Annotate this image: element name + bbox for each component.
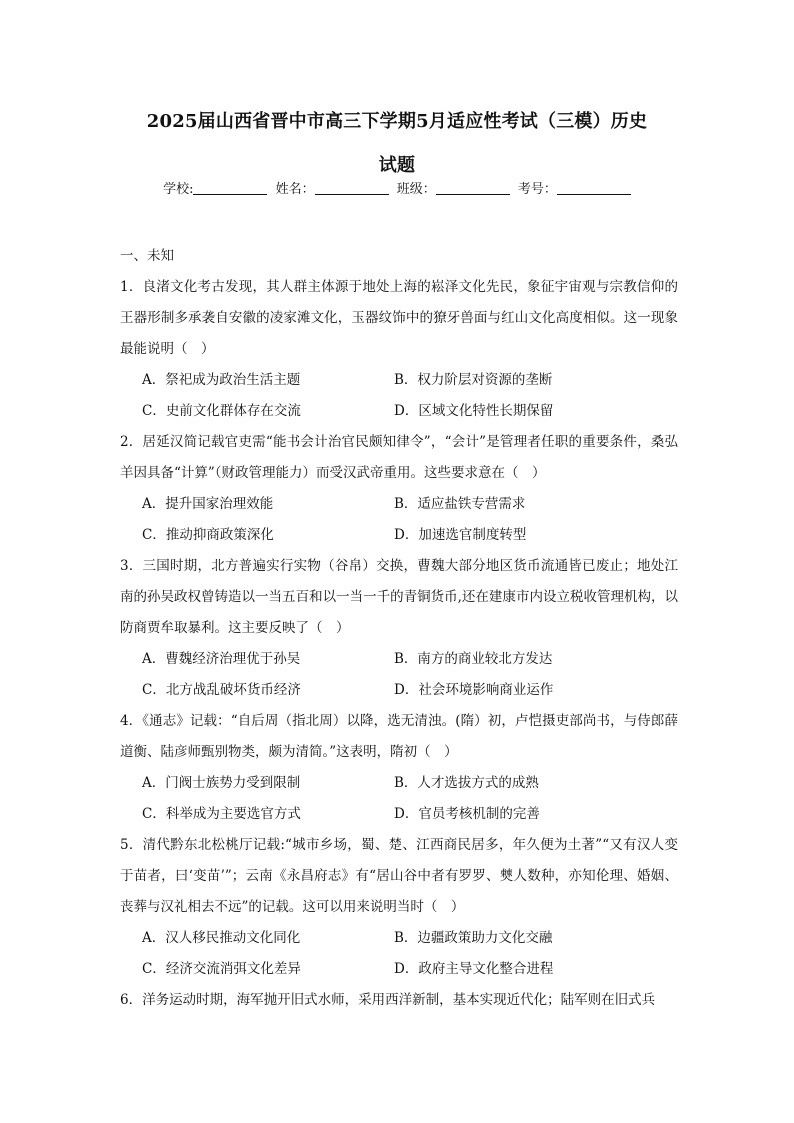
option-d[interactable]: D．政府主导文化整合进程: [394, 961, 554, 977]
question-6: [120, 985, 678, 1016]
question-2: [120, 427, 678, 551]
option-c[interactable]: C．经济交流消弭文化差异: [142, 961, 301, 977]
option-b[interactable]: B．适应盐铁专营需求: [394, 496, 526, 512]
option-a[interactable]: A．提升国家治理效能: [142, 496, 274, 512]
question-stem: 3．三国时期，北方普遍实行实物（谷帛）交换，曹魏大部分地区货币流通皆已废止；地处江南的孙吴政权曾铸造以一当五百和以一当一千的青铜货币,还在建康市内设立税收管理机构，以防商贾牟取暴利。这主要反映了（ ）: [120, 558, 678, 636]
school-field: [163, 180, 267, 200]
name-field: [276, 180, 389, 200]
exam-content: [120, 241, 678, 1016]
option-d[interactable]: D．区域文化特性长期保留: [394, 403, 554, 419]
option-c[interactable]: C．史前文化群体存在交流: [142, 403, 301, 419]
option-b[interactable]: B．权力阶层对资源的垄断: [394, 372, 553, 388]
page-title: [0, 100, 794, 188]
option-a[interactable]: A．祭祀成为政治生活主题: [142, 372, 301, 388]
option-c[interactable]: C．科举成为主要选官方式: [142, 806, 301, 822]
option-list: [120, 923, 678, 985]
option-b[interactable]: B．边疆政策助力文化交融: [394, 930, 553, 946]
option-a[interactable]: A．门阀士族势力受到限制: [142, 775, 301, 791]
name-label: 姓名：: [275, 182, 315, 197]
title-line-1: 2025届山西省晋中市高三下学期5月适应性考试（三模）历史: [146, 111, 648, 132]
school-label: 学校:: [163, 182, 194, 197]
title-line-2: 试题: [378, 155, 416, 176]
number-field: [518, 180, 631, 200]
option-d[interactable]: D．加速选官制度转型: [394, 527, 527, 543]
number-blank[interactable]: [557, 180, 631, 195]
question-4: [120, 706, 678, 830]
class-field: [397, 180, 510, 200]
section-heading: 一、未知: [120, 248, 174, 264]
student-info-row: [0, 180, 794, 200]
question-5: [120, 830, 678, 985]
option-b[interactable]: B．人才选拔方式的成熟: [394, 775, 539, 791]
class-blank[interactable]: [436, 180, 510, 195]
option-list: [120, 489, 678, 551]
name-blank[interactable]: [315, 180, 389, 195]
option-a[interactable]: A．汉人移民推动文化同化: [142, 930, 301, 946]
option-list: [120, 365, 678, 427]
class-label: 班级：: [396, 182, 436, 197]
question-stem: 6．洋务运动时期，海军抛开旧式水师，采用西洋新制，基本实现近代化；陆军则在旧式兵: [120, 992, 656, 1008]
school-blank[interactable]: [193, 180, 267, 195]
question-stem: 4．《通志》记载：“自后周（指北周）以降，选无清浊。(隋）初，卢恺摄吏部尚书，与侍郎薛道衡、陆彦师甄别物类，颇为清简。”这表明，隋初（ ）: [120, 713, 678, 760]
option-a[interactable]: A．曹魏经济治理优于孙吴: [142, 651, 301, 667]
question-1: [120, 272, 678, 427]
question-stem: 2．居延汉简记载官吏需“能书会计治官民颇知律令”，“会计”是管理者任职的重要条件，桑弘羊因具备“计算”（财政管理能力）而受汉武帝重用。这些要求意在（ ）: [120, 434, 678, 481]
option-list: [120, 768, 678, 830]
option-c[interactable]: C．北方战乱破坏货币经济: [142, 682, 301, 698]
option-c[interactable]: C．推动抑商政策深化: [142, 527, 274, 543]
option-list: [120, 644, 678, 706]
option-d[interactable]: D．官员考核机制的完善: [394, 806, 540, 822]
number-label: 考号：: [517, 182, 557, 197]
option-b[interactable]: B．南方的商业较北方发达: [394, 651, 553, 667]
question-3: [120, 551, 678, 706]
option-d[interactable]: D．社会环境影响商业运作: [394, 682, 554, 698]
question-stem: 5．清代黔东北松桃厅记载:“城市乡场，蜀、楚、江西商民居多，年久便为土著”“又有汉人变于苗者，曰‘变苗’”；云南《永昌府志》有“居山谷中者有罗罗、僰人数种，亦知伦理、婚姻、丧葬与汉礼相去不远”的记载。这可以用来说明当时（ ）: [120, 837, 678, 915]
question-stem: 1．良渚文化考古发现，其人群主体源于地处上海的崧泽文化先民，象征宇宙观与宗教信仰的王器形制多承袭自安徽的凌家滩文化，玉器纹饰中的獠牙兽面与红山文化高度相似。这一现象最能说明（ ）: [120, 279, 678, 357]
